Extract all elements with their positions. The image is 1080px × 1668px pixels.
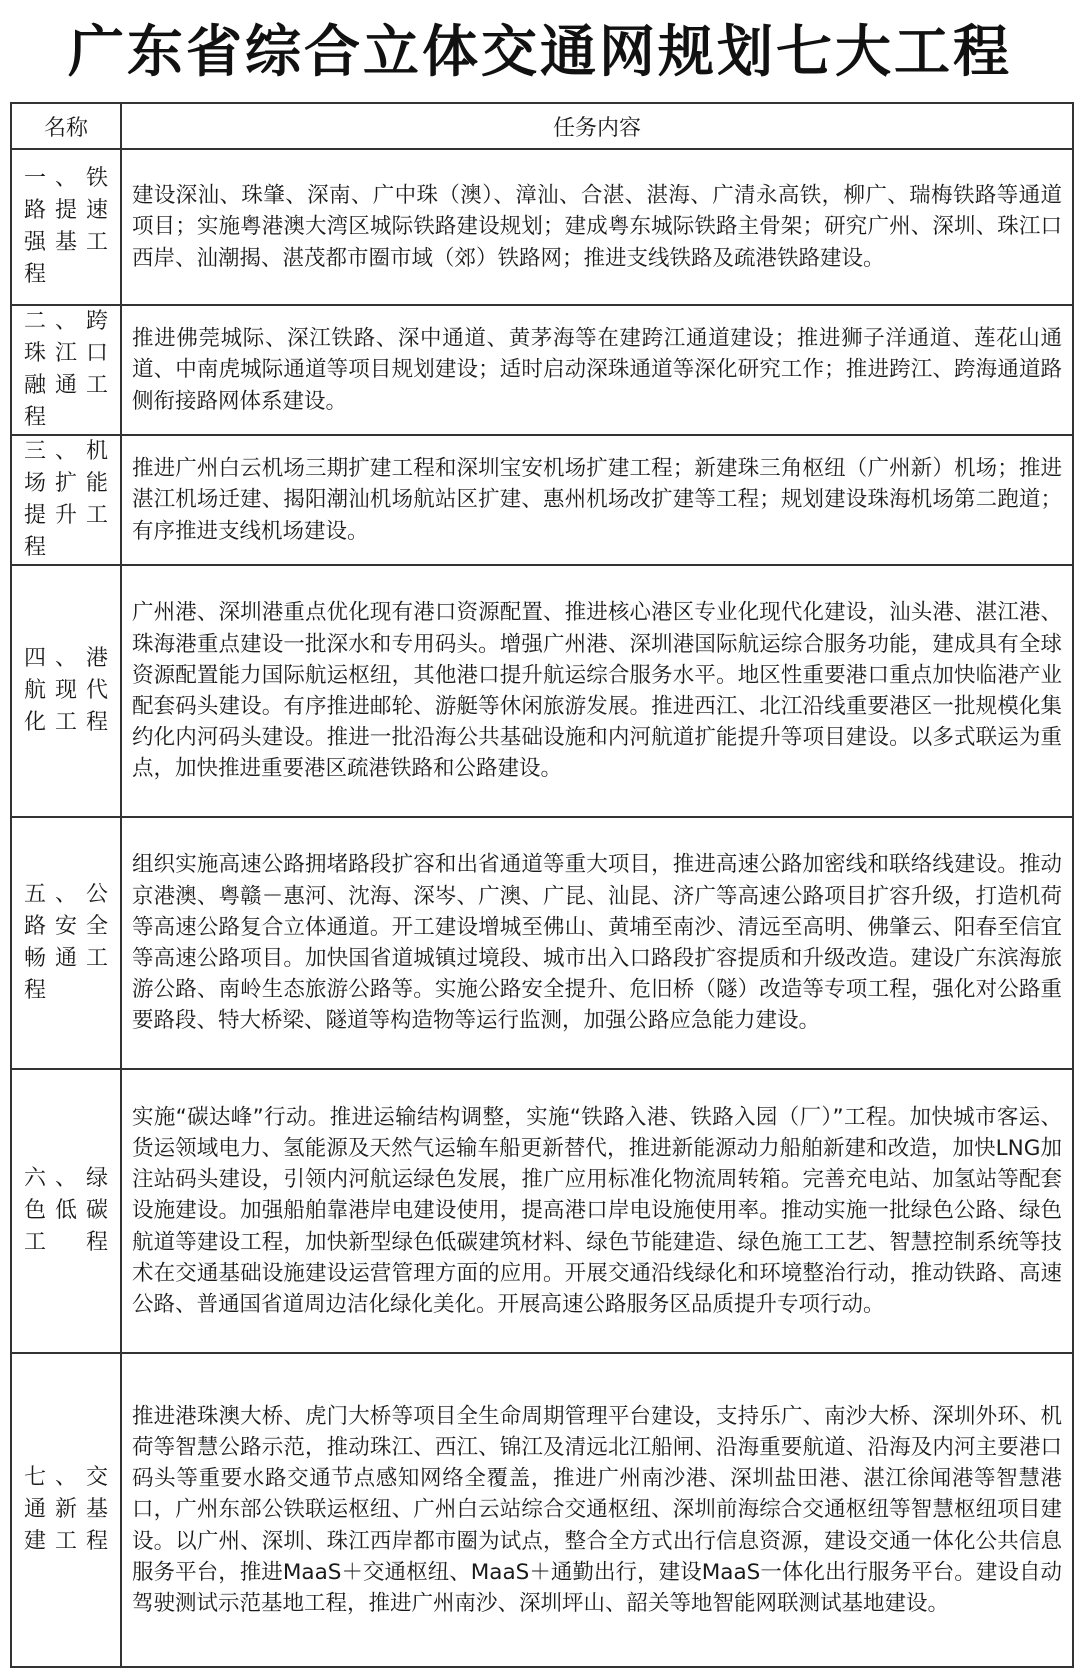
table-row: [11, 1353, 1073, 1667]
table-row: [11, 435, 1073, 565]
table-header-row: [11, 103, 1073, 149]
table-row: [11, 817, 1073, 1069]
project-name: 四、港航现代化工程: [11, 565, 121, 817]
project-name: 五、公路安全畅通工程: [11, 817, 121, 1069]
page-title: 广东省综合立体交通网规划七大工程: [68, 20, 1012, 85]
project-name: 二、跨珠江口融通工程: [11, 305, 121, 435]
project-name: 六、绿色低碳工程: [11, 1069, 121, 1353]
project-task: 实施“碳达峰”行动。推进运输结构调整，实施“铁路入港、铁路入园（厂）”工程。加快城市客运、货运领域电力、氢能源及天然气运输车船更新替代，推进新能源动力船舶新建和改造，加快LNG加注站码头建设，引领内河航运绿色发展，推广应用标准化物流周转箱。完善充电站、加氢站等配套设施建设。加强船舶靠港岸电建设使用，提高港口岸电设施使用率。推动实施一批绿色公路、绿色 航道等建设工程，加快新型绿色低碳建筑材料、绿色节能建造、绿色施工工艺、智慧控制系统等技术在交通基础设施建设运营管理方面的应用。开展交通沿线绿化和环境整治行动，推动铁路、高速公路、普通国省道周边洁化绿化美化。开展高速公路服务区品质提升专项行动。: [121, 1069, 1073, 1353]
project-task: 推进港珠澳大桥、虎门大桥等项目全生命周期管理平台建设，支持乐广、南沙大桥、深圳外环、机荷等智慧公路示范，推动珠江、西江、锦江及清远北江船闸、沿海重要航道、沿海及内河主要港口码头等重要水路交通节点感知网络全覆盖，推进广州南沙港、深圳盐田港、湛江徐闻港等智慧港口，广州东部公铁联运枢纽、广州白云站综合交通枢纽、深圳前海综合交通枢纽等智慧枢纽项目建设。以广州、深圳、珠江西岸都市圈为试点，整合全方式出行信息资源，建设交通一体化公共信息服务平台，推进MaaS＋交通枢纽、MaaS＋通勤出行，建设MaaS一体化出行服务平台。建设自动驾驶测试示范基地工程，推进广州南沙、深圳坪山、韶关等地智能网联测试基地建设。: [121, 1353, 1073, 1667]
projects-table: [10, 102, 1074, 1668]
table-row: [11, 305, 1073, 435]
column-header-task: 任务内容: [121, 103, 1073, 149]
project-task: 推进广州白云机场三期扩建工程和深圳宝安机场扩建工程；新建珠三角枢纽（广州新）机场；推进湛江机场迁建、揭阳潮汕机场航站区扩建、惠州机场改扩建等工程；规划建设珠海机场第二跑道；有序推进支线机场建设。: [121, 435, 1073, 565]
project-name: 三、机场扩能提升工程: [11, 435, 121, 565]
table-row: [11, 149, 1073, 305]
column-header-name: 名称: [11, 103, 121, 149]
project-name: 七、交通新基建工程: [11, 1353, 121, 1667]
project-task: 建设深汕、珠肇、深南、广中珠（澳）、漳汕、合湛、湛海、广清永高铁，柳广、瑞梅铁路等通道项目；实施粤港澳大湾区城际铁路建设规划；建成粤东城际铁路主骨架；研究广州、深圳、珠江口西岸、汕潮揭、湛茂都市圈市域（郊）铁路网；推进支线铁路及疏港铁路建设。: [121, 149, 1073, 305]
project-task: 广州港、深圳港重点优化现有港口资源配置、推进核心港区专业化现代化建设，汕头港、湛江港、珠海港重点建设一批深水和专用码头。增强广州港、深圳港国际航运综合服务功能，建成具有全球资源配置能力国际航运枢纽，其他港口提升航运综合服务水平。地区性重要港口重点加快临港产业配套码头建设。有序推进邮轮、游艇等休闲旅游发展。推进西江、北江沿线重要港区一批规模化集约化内河码头建设。推进一批沿海公共基础设施和内河航道扩能提升等项目建设。以多式联运为重点，加快推进重要港区疏港铁路和公路建设。: [121, 565, 1073, 817]
table-row: [11, 1069, 1073, 1353]
project-name: 一、铁路提速强基工程: [11, 149, 121, 305]
project-task: 推进佛莞城际、深江铁路、深中通道、黄茅海等在建跨江通道建设；推进狮子洋通道、莲花山通道、中南虎城际通道等项目规划建设；适时启动深珠通道等深化研究工作；推进跨江、跨海通道路侧衔接路网体系建设。: [121, 305, 1073, 435]
project-task: 组织实施高速公路拥堵路段扩容和出省通道等重大项目，推进高速公路加密线和联络线建设。推动京港澳、粤赣－惠河、沈海、深岑、广澳、广昆、汕昆、济广等高速公路项目扩容升级，打造机荷等高速公路复合立体通道。开工建设增城至佛山、黄埔至南沙、清远至高明、佛肇云、阳春至信宜等高速公路项目。加快国省道城镇过境段、城市出入口路段扩容提质和升级改造。建设广东滨海旅游公路、南岭生态旅游公路等。实施公路安全提升、危旧桥（隧）改造等专项工程，强化对公路重要路段、特大桥梁、隧道等构造物等运行监测，加强公路应急能力建设。: [121, 817, 1073, 1069]
table-row: [11, 565, 1073, 817]
